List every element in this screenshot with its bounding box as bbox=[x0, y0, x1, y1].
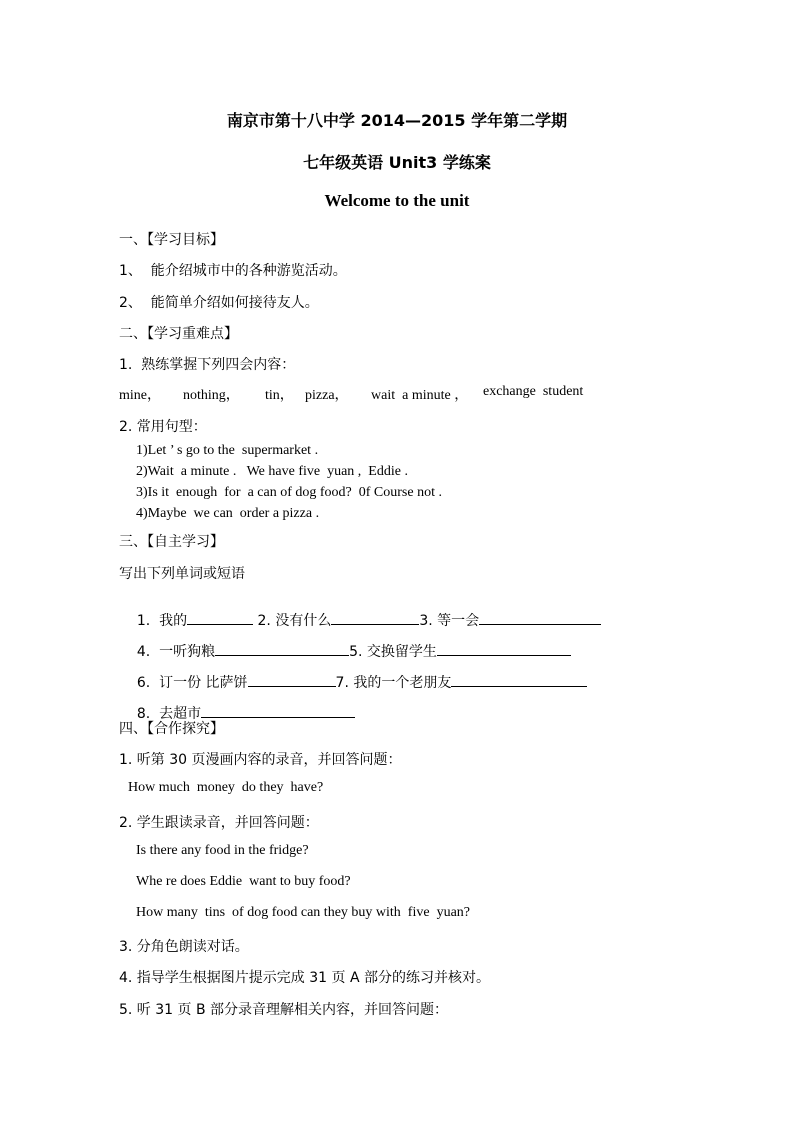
sentence-pattern: 4)Maybe we can order a pizza . bbox=[136, 506, 320, 521]
fill-prompt: 6. 订一份 比萨饼 bbox=[136, 675, 248, 691]
sentence-pattern: 3)Is it enough for a can of dog food? 0f Course not . bbox=[136, 485, 442, 500]
fill-prompt: 5. 交换留学生 bbox=[349, 644, 437, 660]
answer-blank[interactable] bbox=[187, 610, 253, 625]
lesson-title: Welcome to the unit bbox=[324, 191, 470, 210]
section-heading-selfstudy: 三、【自主学习】 bbox=[119, 534, 224, 550]
vocab-word: tin， bbox=[265, 388, 294, 403]
keypoint-item: 2. 常用句型： bbox=[119, 419, 207, 435]
answer-blank[interactable] bbox=[479, 610, 601, 625]
doc-title: 南京市第十八中学 2014—2015 学年第二学期 bbox=[226, 111, 568, 130]
selfstudy-intro: 写出下列单词或短语 bbox=[119, 566, 245, 582]
answer-blank[interactable] bbox=[201, 703, 355, 718]
sentence-pattern: 1)Let ’ s go to the supermarket . bbox=[136, 443, 319, 458]
fill-prompt: 7. 我的一个老朋友 bbox=[335, 675, 452, 691]
answer-blank[interactable] bbox=[451, 672, 587, 687]
vocab-word: wait a minute ， bbox=[371, 388, 469, 403]
task-item: 1. 听第 30 页漫画内容的录音，并回答问题： bbox=[119, 752, 402, 768]
section-heading-cooperation: 四、【合作探究】 bbox=[119, 721, 224, 737]
question-text: Whe re does Eddie want to buy food? bbox=[136, 874, 351, 889]
answer-blank[interactable] bbox=[331, 610, 419, 625]
fill-prompt: 4. 一听狗粮 bbox=[136, 644, 216, 660]
vocab-word: pizza， bbox=[305, 388, 349, 403]
question-text: How much money do they have? bbox=[128, 780, 324, 795]
fill-prompt: 8. 去超市 bbox=[136, 706, 202, 722]
answer-blank[interactable] bbox=[215, 641, 349, 656]
vocab-word: nothing， bbox=[183, 388, 240, 403]
task-item: 3. 分角色朗读对话。 bbox=[119, 939, 249, 955]
task-item: 4. 指导学生根据图片提示完成 31 页 A 部分的练习并核对。 bbox=[119, 970, 490, 986]
answer-blank[interactable] bbox=[248, 672, 336, 687]
answer-blank[interactable] bbox=[437, 641, 571, 656]
task-item: 5. 听 31 页 B 部分录音理解相关内容，并回答问题： bbox=[119, 1002, 449, 1018]
task-item: 2. 学生跟读录音，并回答问题： bbox=[119, 815, 319, 831]
goal-item: 1、 能介绍城市中的各种游览活动。 bbox=[119, 263, 347, 279]
keypoint-item: 1. 熟练掌握下列四会内容： bbox=[119, 357, 296, 373]
fill-prompt: 2. 没有什么 bbox=[253, 613, 332, 629]
question-text: Is there any food in the fridge? bbox=[136, 843, 309, 858]
fill-prompt: 3. 等一会 bbox=[419, 613, 480, 629]
doc-subtitle: 七年级英语 Unit3 学练案 bbox=[303, 153, 491, 172]
section-heading-goals: 一、【学习目标】 bbox=[119, 232, 224, 248]
question-text: How many tins of dog food can they buy with five yuan? bbox=[136, 905, 470, 920]
section-heading-keypoints: 二、【学习重难点】 bbox=[119, 326, 238, 342]
goal-item: 2、 能简单介绍如何接待友人。 bbox=[119, 295, 319, 311]
sentence-pattern: 2)Wait a minute . We have five yuan , Eddie . bbox=[136, 464, 408, 479]
vocab-word: mine， bbox=[119, 388, 161, 403]
vocab-word: exchange student bbox=[483, 384, 584, 399]
fill-prompt: 1. 我的 bbox=[136, 613, 188, 629]
